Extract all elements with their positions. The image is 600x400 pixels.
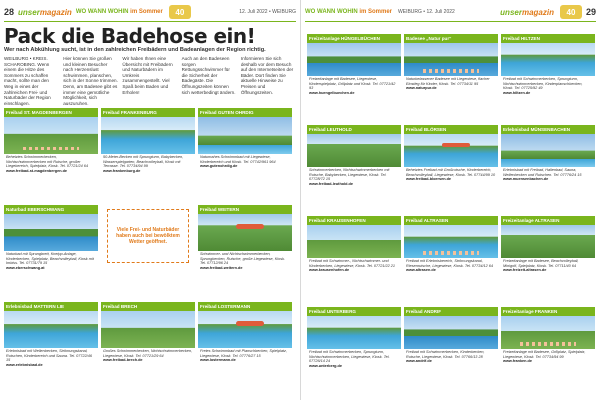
anniversary-badge: 40 [169, 5, 191, 19]
listing-website: www.freibad-bloersen.de [406, 177, 452, 182]
brand-logo: unsermagazin [500, 7, 554, 17]
brand-logo: unsermagazin [18, 7, 72, 17]
listing-card [307, 216, 401, 304]
page-title: Pack die Badehose ein! [4, 24, 256, 48]
listing-photo [307, 316, 401, 349]
listing-text: Beheiztes Schwimmerbecken, Nichtschwimmerbecken mit Rutsche, großer Liegebereich, Spielplatz, Kiosk. Tel. 07721/24 64 www.freibad-st-magdenbergen.de [4, 154, 98, 174]
listing-photo [198, 311, 292, 348]
listing-website: www.naturpur.de [406, 86, 437, 91]
page-number: 29 [585, 7, 596, 17]
listing-website: www.hiltzen.de [503, 90, 531, 95]
listing-website: www.muensenbachen.de [503, 177, 549, 182]
listing-title: Freibad BRECH [101, 302, 195, 311]
listing-title: Freibad GUTEN OHRDIG [198, 108, 292, 117]
listing-website: www.erlebnisbad.de [6, 362, 43, 367]
listing-title: Erlebnisbad MÜNSENBACHEN [501, 125, 595, 134]
listing-card [4, 205, 98, 299]
listing-title: Freibad ST. MAGDENBERGEN [4, 108, 98, 117]
listing-photo [501, 134, 595, 167]
listing-text: Freizeitanlage mit Badesee, Grillplatz, Spielplatz, Liegewiese, Kiosk. Tel. 07734/94 99 www.franken.de [501, 349, 595, 365]
listing-photo [501, 316, 595, 349]
listing-text: Freizeitanlage mit Badesee, Beachvolleyball, Minigolf, Spielplatz, Kiosk. Tel. 07711/40 64 www.freizeit-altrasen.de [501, 258, 595, 274]
left-listing-grid [4, 108, 292, 396]
listing-text: Freibad mit Schwimmerbecken, Kinderbecken, Rutsche, Liegewiese, Kiosk. Tel. 07766/13 28 www.andrif.de [404, 349, 498, 365]
listing-photo [404, 316, 498, 349]
listing-text: Freibad mit Schwimmerbecken, Sprungturm, Nichtschwimmerbecken, Liegewiese, Kiosk. Tel. 07726/14 24 www.unterberg.de [307, 349, 401, 369]
listing-website: www.unterberg.de [309, 363, 342, 368]
listing-photo [198, 117, 292, 154]
listing-website: www.freibad-weitern.de [200, 265, 243, 270]
listing-title: Freibad ALTRASEN [404, 216, 498, 225]
listing-text: Großes Schwimmerbecken, Nichtschwimmerbecken, Liegewiese, Kiosk. Tel. 07721/29 64 www.freibad-brech.de [103, 349, 193, 363]
listing-card [404, 34, 498, 122]
listing-card [501, 216, 595, 304]
listing-card [404, 216, 498, 304]
listing-photo [101, 117, 195, 154]
listing-text: Erlebnisbad mit Freibad, Hallenbad, Sauna, Wellenbecken und Rutschen. Tel. 07776/24 15 www.muensenbachen.de [501, 167, 595, 183]
right-listing-grid [307, 34, 595, 395]
listing-text: Naturnahes Schwimmbad mit Liegewiese, Kinderbereich und Kiosk. Tel. 07742/961 964 www.gutenohrdig.de [198, 154, 292, 170]
listing-text: 50-Meter-Becken mit Sprungturm, Babybecken, Wasserspielgarten, Beachvolleyball, Kiosk mit Terrasse. Tel. 07734/94 99 www.frankenburg.de [101, 154, 195, 174]
header-rule [4, 21, 296, 22]
listing-card [307, 125, 401, 213]
listing-title: Freibad ANDRIF [404, 307, 498, 316]
listing-card [101, 302, 195, 396]
listing-website: www.gutenohrdig.de [200, 164, 238, 169]
intro-col-2: Hier können Sie großen und kleinen Besucher nach Herzenslust schwimmen, planschen, sich in der Sonne trimmen. Denn, am Badesee gibt es immer eine gemütliche Möglichkeit, sich auszuruhen. [63, 56, 118, 106]
listing-website: www.freizeit-altrasen.de [503, 268, 547, 273]
listing-text: Freibad mit Erlebnisbereich, Strömungskanal, Riesenrutsche, Liegewiese, Kiosk. Tel. 07734/12 64 www.altrasen.de [404, 258, 498, 274]
listing-title: Freibad BLÖRSEN [404, 125, 498, 134]
listing-card [404, 125, 498, 213]
listing-website: www.altrasen.de [406, 268, 436, 273]
listing-title: Freibad UNTERBERG [307, 307, 401, 316]
listing-photo [404, 134, 498, 167]
listing-card [198, 108, 292, 202]
issue-date: WEIBURG • 12. Juli 2022 [398, 9, 455, 15]
listing-photo [404, 225, 498, 258]
right-header [305, 3, 596, 21]
listing-website: www.frankenburg.de [103, 168, 141, 173]
listing-photo [307, 134, 401, 167]
section-name: WO WANN WOHIN im Sommer [75, 9, 163, 15]
listing-card [101, 108, 195, 202]
listing-card [198, 205, 292, 299]
listing-text: Freies Schwimmbad mit Planschbecken, Spielplatz, Liegewiese, Kiosk. Tel. 07776/27 15 www.lostermann.de [198, 348, 292, 364]
listing-card [307, 34, 401, 122]
listing-text: Freibad mit Schwimmer-, Nichtschwimmer- und Kinderbecken, Liegewiese, Kiosk. Tel. 07721/22 21 www.krausenhofen.de [307, 258, 401, 274]
listing-website: www.franken.de [503, 359, 532, 364]
listing-title: Freibad HILTZEN [501, 34, 595, 43]
listing-photo [307, 225, 401, 258]
listing-text: Naturbad mit Sprungbrett, Kneipp-Anlage, Kinderbecken, Spielplatz, Beachvolleyball, Kiosk mit Imbiss. Tel. 07731/79 15 www.eberschwang.at [4, 251, 98, 271]
listing-photo [4, 117, 98, 154]
listing-card [4, 302, 98, 396]
listing-website: www.andrif.de [406, 359, 432, 364]
listing-website: www.lostermann.de [200, 358, 236, 363]
listing-photo [4, 214, 98, 251]
listing-title: Freibad FRANKENBURG [101, 108, 195, 117]
listing-title: Naturbad EBERSCHWANG [4, 205, 98, 214]
listing-photo [307, 43, 401, 76]
intro-col-4: Auch an den Badeseen sorgen Rettungsschwimmer für die Sicherheit der Badegäste. Die Öffnungszeiten können sich wetterbedingt ändern. [181, 56, 236, 95]
listing-title: Freibad WEITERN [198, 205, 292, 214]
listing-card [404, 307, 498, 395]
listing-title: Freizeitanlage ALTRASEN [501, 216, 595, 225]
listing-card [501, 34, 595, 122]
left-header [4, 3, 296, 21]
listing-title: Badesee „Natur pur“ [404, 34, 498, 43]
listing-title: Freibad KRAUSENHOFEN [307, 216, 401, 225]
listing-title: Freibad LEUTHOLD [307, 125, 401, 134]
listing-text: Erlebnisbad mit Wellenbecken, Strömungskanal, Rutschen, Kinderbereich und Sauna. Tel. 07722/46 15 www.erlebnisbad.de [4, 348, 98, 368]
listing-website: www.freibad-st-magdenbergen.de [6, 168, 68, 173]
section-name: WO WANN WOHIN im Sommer [305, 9, 393, 15]
listing-photo [101, 311, 195, 348]
listing-text: Beheiztes Freibad mit Großrutsche, Kinderbereich, Beachvolleyball, Liegewiese, Kiosk. Tel. 07744/99 10 www.freibad-bloersen.de [406, 168, 496, 182]
listing-photo [198, 214, 292, 251]
issue-date: 12. Juli 2022 • WEIBURG [239, 9, 296, 15]
listing-photo [501, 43, 595, 76]
listing-website: www.freibad-leuthold.de [309, 181, 353, 186]
listing-card [4, 108, 98, 202]
intro-col-3: Wir haben Ihnen eine Übersicht mit Freibädern und Naturbädern im Umkreis zusammengestellt. Viel Spaß beim Baden und Erholen! [122, 56, 173, 95]
listing-card [501, 125, 595, 213]
anniversary-badge: 40 [560, 5, 582, 19]
listing-photo [4, 311, 98, 348]
header-rule [305, 21, 596, 22]
listing-text: Freibad mit Schwimmerbecken, Sprungturm, Nichtschwimmerbecken, Kinderplanschbecken, Kiosk. Tel. 07725/92 49 www.hiltzen.de [501, 76, 595, 96]
intro-text [4, 56, 296, 106]
listing-title: Freizeitanlage FRANKEN [501, 307, 595, 316]
listing-website: www.huengelbuechen.de [309, 90, 355, 95]
listing-text: Schwimmer- und Nichtschwimmerbecken, Sprungbecken, Rutsche, große Liegewiese, Kiosk. Tel. 07712/96 24 www.freibad-weitern.de [198, 251, 292, 271]
listing-text: Freizeitanlage mit Badesee, Liegewiese, Kinderspielplatz, Grillplatz und Kiosk. Tel. 07721/42 93 www.huengelbuechen.de [307, 76, 401, 96]
info-note: Viele Frei- und Naturbäder haben auch bei bewölktem Wetter geöffnet. [107, 209, 189, 263]
page-subtitle: Wer nach Abkühlung sucht, ist in den zahlreichen Freibädern und Badeanlagen der Region richtig. [4, 47, 266, 53]
listing-title: Freibad LOSTERMANN [198, 302, 292, 311]
listing-photo [501, 225, 595, 258]
listing-title: Erlebnisbad MATTERN LIE [4, 302, 98, 311]
listing-website: www.krausenhofen.de [309, 268, 350, 273]
listing-text: Schwimmerbecken, Nichtschwimmerbecken mit Rutsche, Babybecken, Liegewiese, Kiosk. Tel. 07728/72 15 www.freibad-leuthold.de [307, 167, 401, 187]
listing-card [198, 302, 292, 396]
right-page [300, 0, 600, 400]
listing-website: www.eberschwang.at [6, 265, 45, 270]
intro-col-1: WEILBURG • KREIS. SCHAROBING. Wenn einem die Hitze des Sommers zu schaffen macht, sollte man den Weg in eines der zahlreichen Frei- und Naturbäder der Region einschlagen. [4, 56, 51, 106]
listing-card [501, 307, 595, 395]
listing-card [307, 307, 401, 395]
intro-col-5: Informieren Sie sich deshalb vor dem Besuch auf den Internetseiten der Bäder. Dort finden Sie aktuelle Hinweise zu Preisen und Öffnungszeiten. [240, 56, 294, 95]
page-number: 28 [4, 7, 15, 17]
listing-text: Naturbelassener Badesee mit Liegewiese, flacher Einstieg für Kinder, Kiosk. Tel. 07734/11 95 www.naturpur.de [404, 76, 498, 92]
listing-title: Freizeitanlage HÜNGELBÜCHEN [307, 34, 401, 43]
listing-photo [404, 43, 498, 76]
info-box [101, 205, 195, 299]
listing-website: www.freibad-brech.de [103, 358, 143, 363]
